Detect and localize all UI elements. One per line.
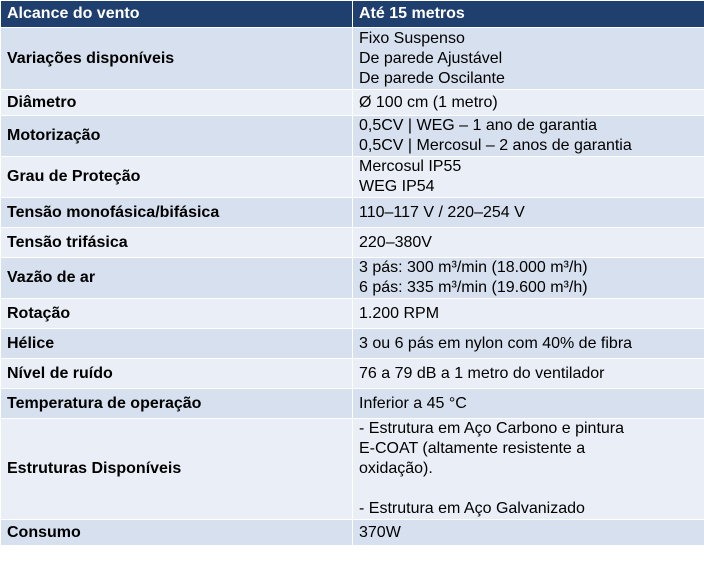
- row-value: [353, 359, 704, 389]
- row-value-line: Mercosul IP55: [359, 158, 462, 175]
- row-value: [353, 90, 704, 116]
- row-label: Tensão trifásica: [1, 228, 353, 258]
- row-value: [353, 258, 704, 299]
- row-value-line: WEG IP54: [359, 178, 435, 195]
- row-value: [353, 116, 704, 157]
- row-label: Rotação: [1, 299, 353, 329]
- table-row: [1, 28, 704, 90]
- header-value: Até 15 metros: [353, 1, 704, 28]
- row-value: [353, 329, 704, 359]
- row-label: Nível de ruído: [1, 359, 353, 389]
- row-value: [353, 419, 704, 520]
- table-row: [1, 389, 704, 419]
- row-value: [353, 28, 704, 90]
- row-value: [353, 389, 704, 419]
- row-value-line: De parede Ajustável: [359, 49, 503, 67]
- row-value-line: 6 pás: 335 m³/min (19.600 m³/h): [359, 279, 588, 296]
- row-value-line: 76 a 79 dB a 1 metro do ventilador: [359, 364, 605, 382]
- row-value-line: 1.200 RPM: [359, 304, 440, 322]
- row-value-line: 370W: [359, 523, 401, 541]
- header-label: Alcance do vento: [1, 1, 353, 28]
- row-value-line: 0,5CV | WEG – 1 ano de garantia: [359, 117, 598, 134]
- table-row: [1, 359, 704, 389]
- row-value-line: 3 pás: 300 m³/min (18.000 m³/h): [359, 259, 588, 276]
- table-row: [1, 228, 704, 258]
- row-label: Tensão monofásica/bifásica: [1, 198, 353, 228]
- row-value-line: Inferior a 45 °C: [359, 394, 467, 412]
- spec-table-body: [1, 28, 704, 546]
- row-value-line: oxidação).: [359, 460, 433, 477]
- table-row: [1, 258, 704, 299]
- table-row: [1, 116, 704, 157]
- row-value: [353, 299, 704, 329]
- row-value-line: - Estrutura em Aço Carbono e pintura: [359, 420, 625, 437]
- row-label: Variações disponíveis: [1, 28, 353, 90]
- row-value-line: - Estrutura em Aço Galvanizado: [359, 500, 585, 517]
- row-label: Diâmetro: [1, 90, 353, 116]
- row-value-line: 3 ou 6 pás em nylon com 40% de fibra: [359, 334, 633, 352]
- row-value-line: [359, 479, 698, 499]
- row-value-line: De parede Oscilante: [359, 69, 505, 87]
- table-header-row: [1, 1, 704, 28]
- row-label: Vazão de ar: [1, 258, 353, 299]
- row-value-line: Fixo Suspenso: [359, 29, 465, 47]
- table-row: [1, 329, 704, 359]
- table-row: [1, 90, 704, 116]
- row-value: [353, 157, 704, 198]
- row-value: [353, 520, 704, 546]
- table-row: [1, 157, 704, 198]
- row-label: Estruturas Disponíveis: [1, 419, 353, 520]
- row-value-line: 0,5CV | Mercosul – 2 anos de garantia: [359, 137, 632, 154]
- row-value-line: 220–380V: [359, 233, 432, 251]
- table-row: [1, 520, 704, 546]
- row-value-line: Ø 100 cm (1 metro): [359, 93, 498, 111]
- row-label: Consumo: [1, 520, 353, 546]
- table-row: [1, 198, 704, 228]
- table-row: [1, 299, 704, 329]
- row-value-line: E-COAT (altamente resistente a: [359, 440, 586, 457]
- row-label: Temperatura de operação: [1, 389, 353, 419]
- row-label: Hélice: [1, 329, 353, 359]
- table-row: [1, 419, 704, 520]
- row-value-line: 110–117 V / 220–254 V: [359, 203, 525, 221]
- row-value: [353, 228, 704, 258]
- row-label: Motorização: [1, 116, 353, 157]
- row-label: Grau de Proteção: [1, 157, 353, 198]
- row-value: [353, 198, 704, 228]
